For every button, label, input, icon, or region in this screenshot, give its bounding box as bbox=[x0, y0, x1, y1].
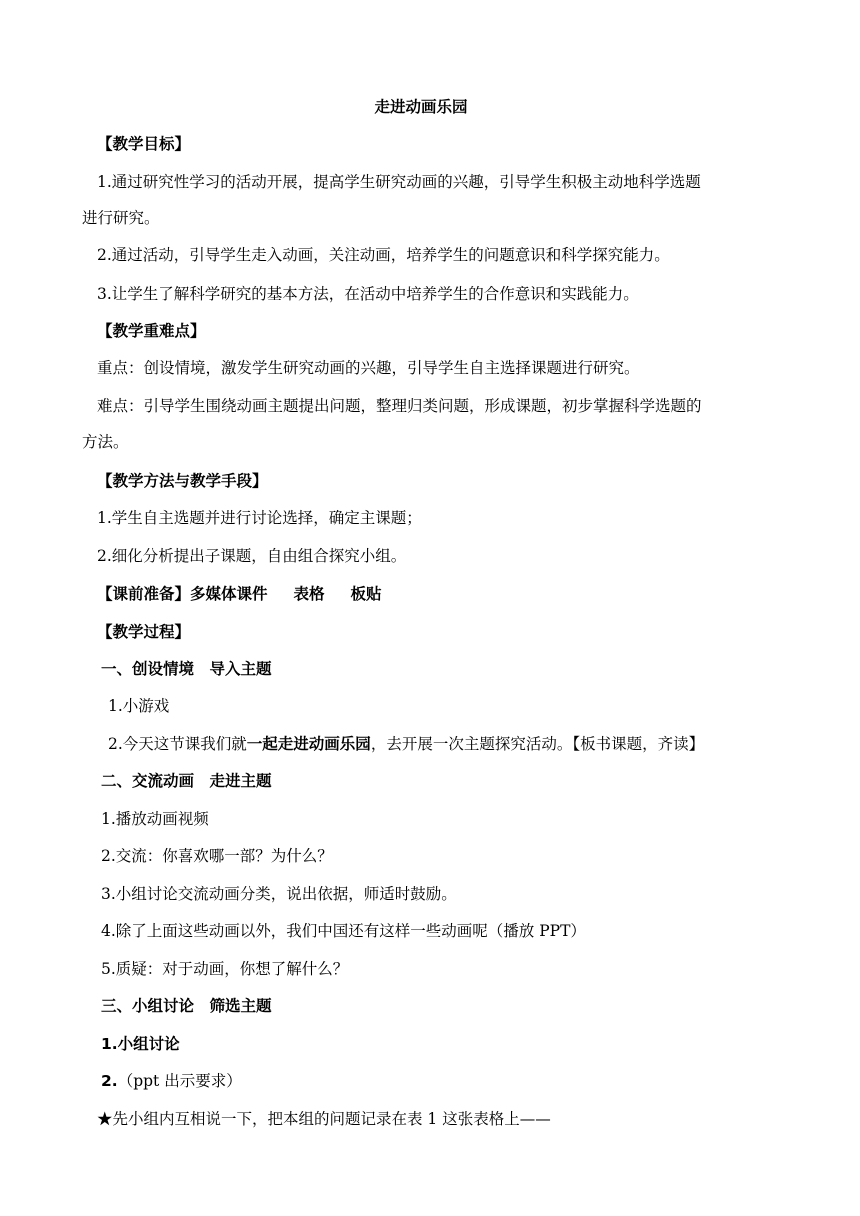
section-3-item-1: 1.小组讨论 bbox=[101, 1035, 180, 1053]
section-2-item-5: 5.质疑：对于动画，你想了解什么？ bbox=[101, 960, 349, 978]
objective-3: 3.让学生了解科学研究的基本方法，在活动中培养学生的合作意识和实践能力。 bbox=[97, 285, 639, 303]
prep-item-table: 表格 bbox=[293, 585, 325, 603]
document-title: 走进动画乐园 bbox=[374, 98, 468, 116]
section-2-heading: 二、交流动画 走进主题 bbox=[101, 772, 272, 790]
section-1-item-2-pre: 2.今天这节课我们就 bbox=[108, 735, 247, 753]
objectives-heading: 【教学目标】 bbox=[97, 135, 191, 153]
section-1-item-2-emphasis: 一起走进动画乐园 bbox=[246, 735, 371, 753]
objective-1-line-2: 进行研究。 bbox=[82, 209, 160, 227]
section-2-item-1: 1.播放动画视频 bbox=[101, 810, 209, 828]
method-1: 1.学生自主选题并进行讨论选择，确定主课题； bbox=[97, 509, 422, 527]
objective-2: 2.通过活动，引导学生走入动画，关注动画，培养学生的问题意识和科学探究能力。 bbox=[97, 246, 670, 264]
section-3-heading: 三、小组讨论 筛选主题 bbox=[101, 997, 272, 1015]
key-point-focus: 重点：创设情境，激发学生研究动画的兴趣，引导学生自主选择课题进行研究。 bbox=[97, 359, 640, 377]
section-2-item-4: 4.除了上面这些动画以外，我们中国还有这样一些动画呢（播放 PPT） bbox=[101, 922, 586, 940]
prep-item-board: 板贴 bbox=[350, 585, 382, 603]
section-3-item-3: ★先小组内互相说一下，把本组的问题记录在表 1 这张表格上—— bbox=[97, 1110, 551, 1128]
section-1-item-2 bbox=[108, 734, 704, 754]
section-1-heading: 一、创设情境 导入主题 bbox=[101, 660, 272, 678]
method-2: 2.细化分析提出子课题，自由组合探究小组。 bbox=[97, 547, 407, 565]
section-2-item-3: 3.小组讨论交流动画分类，说出依据，师适时鼓励。 bbox=[101, 885, 457, 903]
key-point-difficulty-line-1: 难点：引导学生围绕动画主题提出问题，整理归类问题，形成课题，初步掌握科学选题的 bbox=[97, 397, 702, 415]
objective-1-line-1: 1.通过研究性学习的活动开展，提高学生研究动画的兴趣，引导学生积极主动地科学选题 bbox=[97, 173, 701, 191]
section-3-item-2-text: （ppt 出示要求） bbox=[117, 1072, 242, 1090]
prep-line bbox=[97, 584, 382, 604]
section-1-item-2-post: ，去开展一次主题探究活动。【板书课题，齐读】 bbox=[370, 735, 705, 753]
process-heading: 【教学过程】 bbox=[97, 623, 191, 641]
section-3-item-2 bbox=[101, 1071, 242, 1091]
prep-label: 【课前准备】多媒体课件 bbox=[97, 585, 268, 603]
section-1-item-1: 1.小游戏 bbox=[108, 697, 170, 715]
key-point-difficulty-line-2: 方法。 bbox=[82, 433, 129, 451]
section-3-item-2-number: 2. bbox=[101, 1072, 118, 1090]
methods-heading: 【教学方法与教学手段】 bbox=[97, 472, 268, 490]
section-2-item-2: 2.交流：你喜欢哪一部？为什么？ bbox=[101, 847, 333, 865]
key-points-heading: 【教学重难点】 bbox=[97, 322, 206, 340]
